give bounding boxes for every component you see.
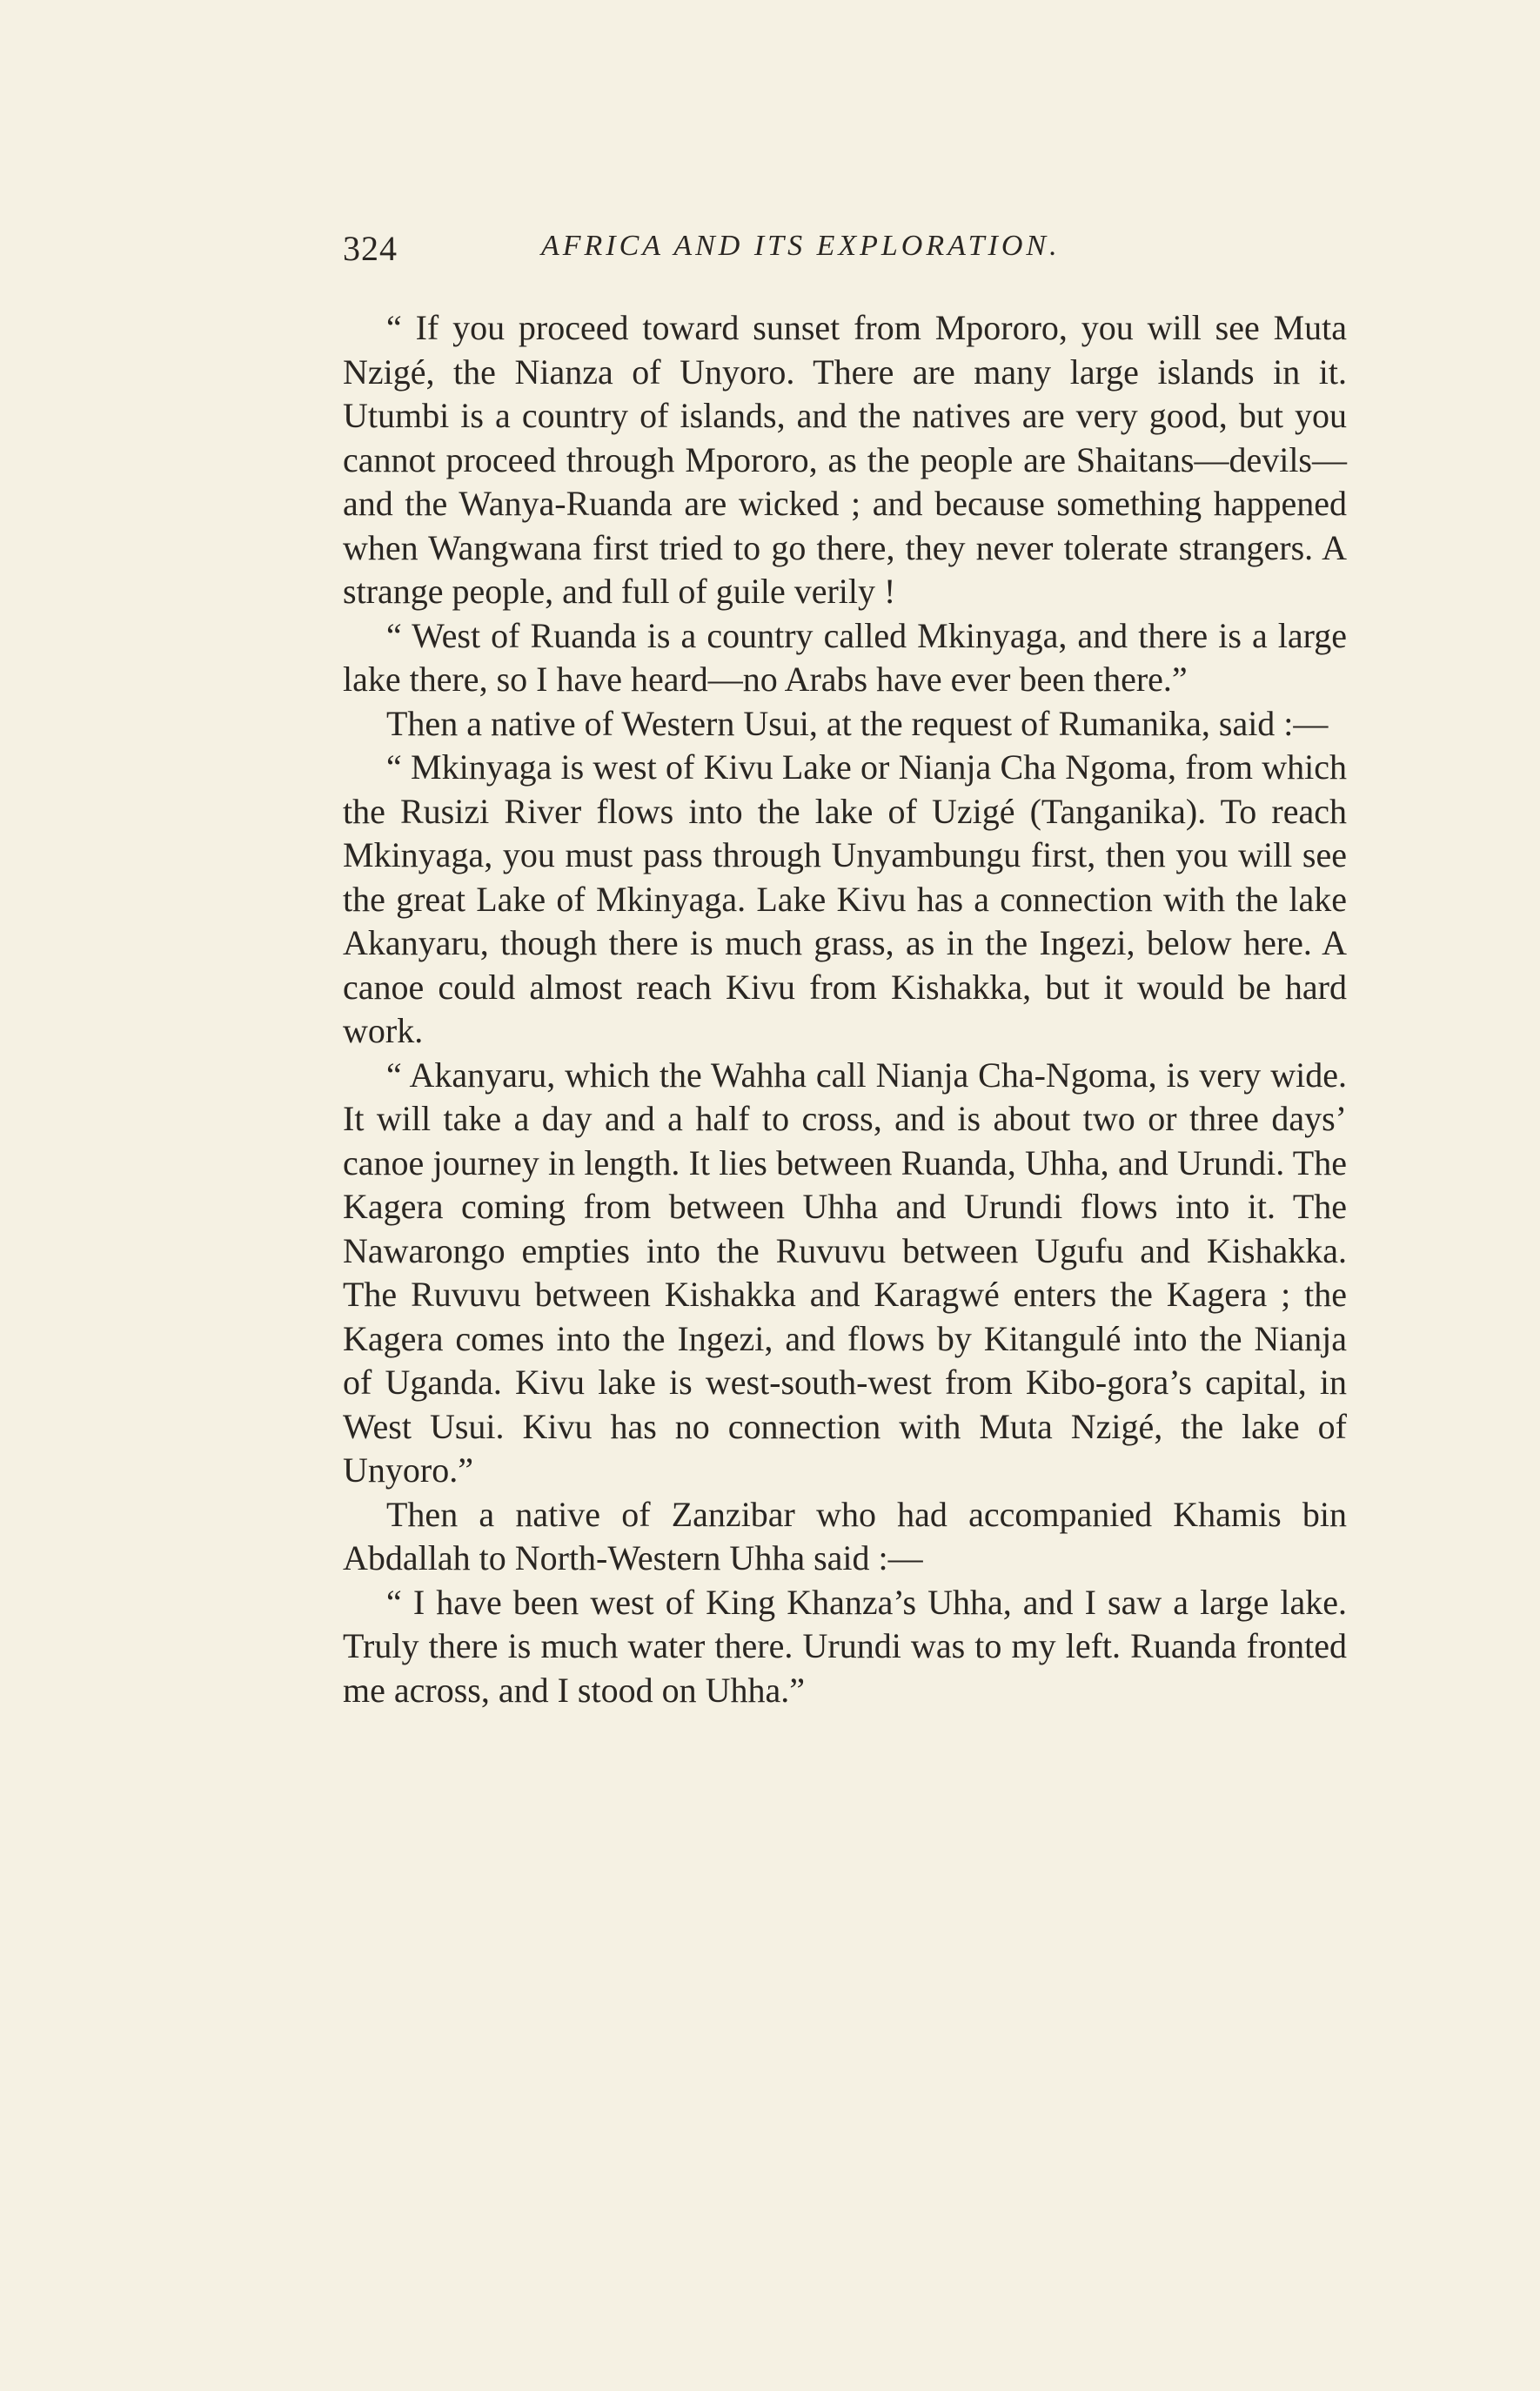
page-header bbox=[343, 228, 1343, 280]
paragraph: “ If you proceed toward sunset from Mpororo, you will see Muta Nzigé, the Nianza of Unyoro. There are many large islands in it. Utumbi is a country of islands, and the natives are very good, but you cannot proceed through Mpororo, as the people are Shaitans—devils—and the Wanya-Ruanda are wicked ; and because something happened when Wangwana first tried to go there, they never tolerate strangers. A strange people, and full of guile verily ! bbox=[343, 308, 1347, 611]
paragraph: Then a native of Western Usui, at the request of Rumanika, said :— bbox=[386, 703, 1329, 743]
paragraph: “ Akanyaru, which the Wahha call Nianja Cha-Ngoma, is very wide. It will take a day and a half to cross, and is about two or three days’ canoe journey in length. It lies between Ruanda, Uhha, and Urundi. The Kagera coming from between Uhha and Urundi flows into it. The Nawarongo empties into the Ruvuvu between Ugufu and Kishakka. The Ruvuvu between Kishakka and Karagwé enters the Kagera ; the Kagera comes into the Ingezi, and flows by Kitangulé into the Nianja of Uganda. Kivu lake is west-south-west from Kibo-gora’s capital, in West Usui. Kivu has no connection with Muta Nzigé, the lake of Unyoro.” bbox=[343, 1055, 1347, 1490]
paragraph: “ Mkinyaga is west of Kivu Lake or Nianja Cha Ngoma, from which the Rusizi River flows into the lake of Uzigé (Tanganika). To reach Mkinyaga, you must pass through Unyambungu first, then you will see the great Lake of Mkinyaga. Lake Kivu has a connection with the lake Akanyaru, though there is much grass, as in the Ingezi, below here. A canoe could almost reach Kivu from Kishakka, but it would be hard work. bbox=[343, 747, 1347, 1050]
page-number: 324 bbox=[343, 229, 398, 268]
paragraph: Then a native of Zanzibar who had accompanied Khamis bin Abdallah to North-Western Uhha said :— bbox=[343, 1494, 1347, 1577]
paragraph: “ West of Ruanda is a country called Mkinyaga, and there is a large lake there, so I have heard—no Arabs have ever been there.” bbox=[343, 615, 1347, 699]
running-title: AFRICA AND ITS EXPLORATION. bbox=[541, 230, 1061, 262]
body-text bbox=[343, 306, 1347, 1712]
paragraph: “ I have been west of King Khanza’s Uhha, and I saw a large lake. Truly there is much water there. Urundi was to my left. Ruanda fronted me across, and I stood on Uhha.” bbox=[343, 1582, 1347, 1710]
